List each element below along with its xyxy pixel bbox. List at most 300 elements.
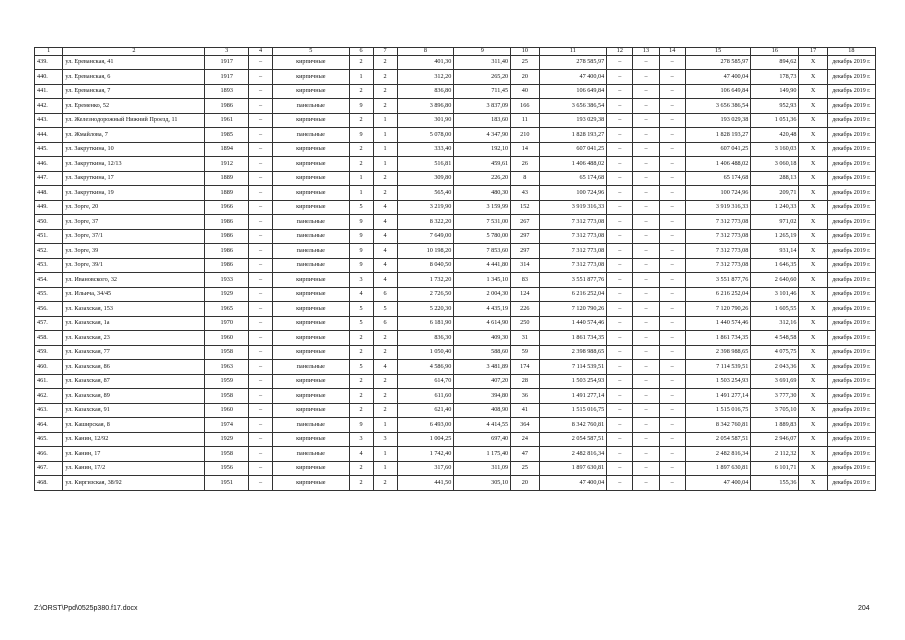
table-cell: – bbox=[607, 70, 633, 85]
table-cell: 565,40 bbox=[397, 186, 454, 201]
table-cell: 1 051,36 bbox=[751, 113, 799, 128]
table-cell: – bbox=[249, 331, 273, 346]
table-cell: 2 bbox=[349, 403, 373, 418]
table-cell: 7 120 790,26 bbox=[685, 302, 751, 317]
table-cell: – bbox=[249, 244, 273, 259]
table-cell: Х bbox=[799, 273, 827, 288]
table-cell: 28 bbox=[511, 374, 539, 389]
table-cell: 2 bbox=[349, 389, 373, 404]
table-cell: панельные bbox=[273, 258, 349, 273]
table-cell: – bbox=[607, 447, 633, 462]
table-cell: ул. Канин, 17/2 bbox=[63, 461, 205, 476]
page-number: 204 bbox=[858, 605, 870, 612]
table-cell: 155,36 bbox=[751, 476, 799, 491]
table-cell: 210 bbox=[511, 128, 539, 143]
table-cell: 931,14 bbox=[751, 244, 799, 259]
column-number-cell: 9 bbox=[454, 48, 511, 56]
table-cell: кирпичные bbox=[273, 316, 349, 331]
table-cell: кирпичные bbox=[273, 476, 349, 491]
column-number-cell: 6 bbox=[349, 48, 373, 56]
table-cell: 14 bbox=[511, 142, 539, 157]
table-cell: 4 435,19 bbox=[454, 302, 511, 317]
table-cell: кирпичные bbox=[273, 403, 349, 418]
table-cell: – bbox=[249, 229, 273, 244]
table-cell: 461. bbox=[35, 374, 63, 389]
table-cell: – bbox=[633, 331, 659, 346]
table-cell: – bbox=[659, 331, 685, 346]
table-row bbox=[35, 316, 876, 331]
table-cell: 2 bbox=[373, 389, 397, 404]
table-cell: 2 482 816,34 bbox=[685, 447, 751, 462]
table-cell: – bbox=[659, 157, 685, 172]
table-cell: 1 861 734,35 bbox=[685, 331, 751, 346]
table-row bbox=[35, 418, 876, 433]
table-cell: 451. bbox=[35, 229, 63, 244]
table-cell: 409,30 bbox=[454, 331, 511, 346]
table-cell: – bbox=[633, 345, 659, 360]
table-cell: декабрь 2019 г. bbox=[827, 389, 875, 404]
table-cell: 7 312 773,08 bbox=[685, 244, 751, 259]
table-cell: ул. Ереванская, 7 bbox=[63, 84, 205, 99]
table-cell: – bbox=[633, 287, 659, 302]
table-cell: 7 114 539,51 bbox=[685, 360, 751, 375]
table-cell: 441,50 bbox=[397, 476, 454, 491]
table-cell: – bbox=[633, 273, 659, 288]
table-cell: 2 bbox=[349, 461, 373, 476]
table-cell: 311,40 bbox=[454, 55, 511, 70]
table-cell: – bbox=[659, 128, 685, 143]
table-row bbox=[35, 244, 876, 259]
table-cell: 8 342 760,81 bbox=[685, 418, 751, 433]
table-cell: 31 bbox=[511, 331, 539, 346]
table-cell: декабрь 2019 г. bbox=[827, 84, 875, 99]
table-cell: 1 440 574,46 bbox=[685, 316, 751, 331]
table-cell: 1 bbox=[373, 447, 397, 462]
table-cell: декабрь 2019 г. bbox=[827, 258, 875, 273]
table-cell: ул. Закруткина, 17 bbox=[63, 171, 205, 186]
table-cell: 1 bbox=[373, 418, 397, 433]
table-cell: кирпичные bbox=[273, 186, 349, 201]
table-cell: 7 312 773,08 bbox=[685, 215, 751, 230]
table-cell: ул. Ильича, 34/45 bbox=[63, 287, 205, 302]
table-cell: – bbox=[249, 157, 273, 172]
table-cell: ул. Казахская, 87 bbox=[63, 374, 205, 389]
table-row bbox=[35, 432, 876, 447]
table-cell: – bbox=[633, 374, 659, 389]
table-cell: 3 919 316,33 bbox=[685, 200, 751, 215]
table-cell: декабрь 2019 г. bbox=[827, 70, 875, 85]
table-cell: 226,20 bbox=[454, 171, 511, 186]
table-cell: 149,90 bbox=[751, 84, 799, 99]
table-cell: – bbox=[659, 200, 685, 215]
table-cell: 2 bbox=[349, 113, 373, 128]
table-cell: 2 946,07 bbox=[751, 432, 799, 447]
table-cell: 2 bbox=[349, 476, 373, 491]
table-cell: 26 bbox=[511, 157, 539, 172]
table-cell: – bbox=[659, 418, 685, 433]
table-cell: – bbox=[249, 287, 273, 302]
table-cell: декабрь 2019 г. bbox=[827, 345, 875, 360]
table-cell: 1 bbox=[373, 142, 397, 157]
table-cell: 9 bbox=[349, 215, 373, 230]
table-cell: – bbox=[249, 70, 273, 85]
table-cell: – bbox=[249, 360, 273, 375]
table-cell: 459,61 bbox=[454, 157, 511, 172]
table-cell: панельные bbox=[273, 418, 349, 433]
table-cell: ул. Каширская, 8 bbox=[63, 418, 205, 433]
table-cell: 1889 bbox=[205, 186, 249, 201]
table-cell: 443. bbox=[35, 113, 63, 128]
table-cell: 1933 bbox=[205, 273, 249, 288]
column-number-cell: 8 bbox=[397, 48, 454, 56]
table-cell: 1 bbox=[373, 113, 397, 128]
table-cell: 1 861 734,35 bbox=[539, 331, 607, 346]
table-cell: 7 312 773,08 bbox=[539, 215, 607, 230]
table-cell: 8 bbox=[511, 171, 539, 186]
table-cell: 697,40 bbox=[454, 432, 511, 447]
footer-file-path: Z:\ORST\Ppd\0525p380.f17.docx bbox=[34, 605, 138, 612]
table-cell: 250 bbox=[511, 316, 539, 331]
table-cell: – bbox=[659, 55, 685, 70]
table-row bbox=[35, 287, 876, 302]
table-cell: 1960 bbox=[205, 331, 249, 346]
table-cell: 1960 bbox=[205, 403, 249, 418]
table-cell: 7 312 773,08 bbox=[539, 258, 607, 273]
table-cell: 47 400,04 bbox=[685, 476, 751, 491]
table-cell: декабрь 2019 г. bbox=[827, 302, 875, 317]
table-cell: 446. bbox=[35, 157, 63, 172]
table-cell: 462. bbox=[35, 389, 63, 404]
table-cell: 454. bbox=[35, 273, 63, 288]
table-cell: декабрь 2019 г. bbox=[827, 171, 875, 186]
table-cell: 1 897 630,81 bbox=[539, 461, 607, 476]
table-cell: 2 bbox=[373, 403, 397, 418]
table-row bbox=[35, 331, 876, 346]
table-cell: 447. bbox=[35, 171, 63, 186]
table-row bbox=[35, 128, 876, 143]
table-cell: 2 bbox=[373, 70, 397, 85]
table-cell: 459. bbox=[35, 345, 63, 360]
table-cell: Х bbox=[799, 360, 827, 375]
table-cell: – bbox=[659, 461, 685, 476]
table-row bbox=[35, 229, 876, 244]
table-cell: 439. bbox=[35, 55, 63, 70]
table-cell: 152 bbox=[511, 200, 539, 215]
table-cell: – bbox=[633, 229, 659, 244]
table-cell: ул. Жмайлова, 7 bbox=[63, 128, 205, 143]
table-cell: декабрь 2019 г. bbox=[827, 447, 875, 462]
table-cell: 1 491 277,14 bbox=[539, 389, 607, 404]
table-cell: 6 493,00 bbox=[397, 418, 454, 433]
table-cell: – bbox=[249, 476, 273, 491]
table-cell: 836,30 bbox=[397, 331, 454, 346]
table-cell: 2 bbox=[349, 157, 373, 172]
table-cell: 1963 bbox=[205, 360, 249, 375]
table-cell: 3 219,90 bbox=[397, 200, 454, 215]
table-cell: 11 bbox=[511, 113, 539, 128]
table-cell: 59 bbox=[511, 345, 539, 360]
table-cell: ул. Зорге, 39/1 bbox=[63, 258, 205, 273]
table-cell: 193 029,38 bbox=[685, 113, 751, 128]
table-row bbox=[35, 113, 876, 128]
table-cell: 2 398 988,65 bbox=[539, 345, 607, 360]
table-cell: – bbox=[607, 331, 633, 346]
table-row bbox=[35, 99, 876, 114]
table-cell: 1 bbox=[373, 157, 397, 172]
table-cell: – bbox=[659, 273, 685, 288]
table-cell: – bbox=[633, 142, 659, 157]
table-cell: 516,81 bbox=[397, 157, 454, 172]
column-number-cell: 17 bbox=[799, 48, 827, 56]
table-cell: 1986 bbox=[205, 99, 249, 114]
table-cell: – bbox=[633, 432, 659, 447]
table-cell: ул. Ереванская, 41 bbox=[63, 55, 205, 70]
table-cell: 464. bbox=[35, 418, 63, 433]
table-cell: – bbox=[633, 215, 659, 230]
table-cell: 3 896,80 bbox=[397, 99, 454, 114]
table-cell: 4 414,55 bbox=[454, 418, 511, 433]
table-cell: панельные bbox=[273, 99, 349, 114]
table-cell: 5 bbox=[349, 200, 373, 215]
table-cell: 2 bbox=[349, 331, 373, 346]
table-cell: кирпичные bbox=[273, 287, 349, 302]
table-cell: 6 216 252,04 bbox=[685, 287, 751, 302]
table-cell: – bbox=[659, 70, 685, 85]
table-cell: 441. bbox=[35, 84, 63, 99]
table-row bbox=[35, 84, 876, 99]
table-cell: 8 040,50 bbox=[397, 258, 454, 273]
table-cell: – bbox=[633, 447, 659, 462]
table-cell: 1961 bbox=[205, 113, 249, 128]
table-cell: декабрь 2019 г. bbox=[827, 128, 875, 143]
table-cell: 3 160,03 bbox=[751, 142, 799, 157]
table-cell: 952,93 bbox=[751, 99, 799, 114]
table-cell: – bbox=[607, 273, 633, 288]
table-cell: 611,60 bbox=[397, 389, 454, 404]
table-cell: – bbox=[607, 461, 633, 476]
table-cell: 1 646,35 bbox=[751, 258, 799, 273]
table-cell: декабрь 2019 г. bbox=[827, 244, 875, 259]
table-row bbox=[35, 70, 876, 85]
table-cell: кирпичные bbox=[273, 461, 349, 476]
table-cell: 1893 bbox=[205, 84, 249, 99]
table-cell: 7 312 773,08 bbox=[685, 229, 751, 244]
table-cell: 9 bbox=[349, 99, 373, 114]
table-cell: 174 bbox=[511, 360, 539, 375]
table-cell: 2 bbox=[373, 186, 397, 201]
registry-table bbox=[34, 47, 876, 491]
table-cell: панельные bbox=[273, 360, 349, 375]
table-cell: – bbox=[659, 113, 685, 128]
table-cell: – bbox=[633, 461, 659, 476]
table-cell: 468. bbox=[35, 476, 63, 491]
table-cell: – bbox=[633, 99, 659, 114]
table-cell: декабрь 2019 г. bbox=[827, 316, 875, 331]
column-number-cell: 18 bbox=[827, 48, 875, 56]
table-cell: – bbox=[249, 418, 273, 433]
table-cell: 40 bbox=[511, 84, 539, 99]
table-cell: 5 220,30 bbox=[397, 302, 454, 317]
table-cell: – bbox=[633, 157, 659, 172]
table-cell: декабрь 2019 г. bbox=[827, 142, 875, 157]
table-cell: 1986 bbox=[205, 229, 249, 244]
table-cell: – bbox=[633, 258, 659, 273]
table-cell: 9 bbox=[349, 128, 373, 143]
table-cell: 288,13 bbox=[751, 171, 799, 186]
table-cell: 1 bbox=[349, 70, 373, 85]
table-cell: декабрь 2019 г. bbox=[827, 186, 875, 201]
table-cell: – bbox=[633, 244, 659, 259]
table-cell: 1 bbox=[373, 461, 397, 476]
table-cell: 1965 bbox=[205, 302, 249, 317]
table-cell: 1986 bbox=[205, 244, 249, 259]
table-cell: Х bbox=[799, 99, 827, 114]
table-cell: 2 482 816,34 bbox=[539, 447, 607, 462]
table-cell: Х bbox=[799, 287, 827, 302]
table-cell: 4 bbox=[349, 447, 373, 462]
table-cell: – bbox=[659, 389, 685, 404]
table-cell: 3 551 877,76 bbox=[685, 273, 751, 288]
table-cell: декабрь 2019 г. bbox=[827, 200, 875, 215]
table-cell: декабрь 2019 г. bbox=[827, 432, 875, 447]
table-cell: 2 bbox=[349, 345, 373, 360]
table-cell: 2 bbox=[373, 99, 397, 114]
table-cell: 2 112,32 bbox=[751, 447, 799, 462]
table-cell: – bbox=[633, 186, 659, 201]
registry-table-sheet bbox=[34, 47, 876, 491]
table-cell: 8 342 760,81 bbox=[539, 418, 607, 433]
table-cell: 2 004,30 bbox=[454, 287, 511, 302]
table-cell: 4 bbox=[373, 258, 397, 273]
table-cell: Х bbox=[799, 84, 827, 99]
table-cell: декабрь 2019 г. bbox=[827, 374, 875, 389]
table-cell: – bbox=[607, 432, 633, 447]
table-cell: 314 bbox=[511, 258, 539, 273]
table-cell: 1929 bbox=[205, 287, 249, 302]
table-cell: 25 bbox=[511, 55, 539, 70]
table-cell: – bbox=[249, 461, 273, 476]
table-cell: 193 029,38 bbox=[539, 113, 607, 128]
table-cell: 1985 bbox=[205, 128, 249, 143]
table-cell: 607 041,25 bbox=[539, 142, 607, 157]
table-row bbox=[35, 389, 876, 404]
table-cell: – bbox=[633, 360, 659, 375]
table-cell: кирпичные bbox=[273, 331, 349, 346]
table-cell: Х bbox=[799, 171, 827, 186]
table-cell: 1929 bbox=[205, 432, 249, 447]
table-cell: 364 bbox=[511, 418, 539, 433]
table-cell: 9 bbox=[349, 258, 373, 273]
table-cell: – bbox=[249, 432, 273, 447]
table-cell: 20 bbox=[511, 476, 539, 491]
table-cell: – bbox=[607, 55, 633, 70]
table-cell: – bbox=[249, 258, 273, 273]
table-cell: 1986 bbox=[205, 215, 249, 230]
table-cell: 1 175,40 bbox=[454, 447, 511, 462]
table-cell: 305,10 bbox=[454, 476, 511, 491]
table-cell: 3 656 386,54 bbox=[685, 99, 751, 114]
table-cell: декабрь 2019 г. bbox=[827, 99, 875, 114]
table-cell: 3 777,30 bbox=[751, 389, 799, 404]
column-number-cell: 5 bbox=[273, 48, 349, 56]
table-cell: панельные bbox=[273, 215, 349, 230]
table-cell: кирпичные bbox=[273, 302, 349, 317]
table-cell: 166 bbox=[511, 99, 539, 114]
table-cell: 465. bbox=[35, 432, 63, 447]
table-cell: – bbox=[607, 360, 633, 375]
table-cell: 36 bbox=[511, 389, 539, 404]
table-cell: кирпичные bbox=[273, 113, 349, 128]
table-cell: 1959 bbox=[205, 374, 249, 389]
table-cell: Х bbox=[799, 113, 827, 128]
table-cell: 3 837,09 bbox=[454, 99, 511, 114]
table-cell: 100 724,96 bbox=[539, 186, 607, 201]
table-cell: декабрь 2019 г. bbox=[827, 273, 875, 288]
table-cell: 2 bbox=[373, 476, 397, 491]
table-cell: 6 bbox=[373, 287, 397, 302]
table-cell: 3 481,89 bbox=[454, 360, 511, 375]
table-cell: 3 159,99 bbox=[454, 200, 511, 215]
table-row bbox=[35, 55, 876, 70]
table-cell: ул. Канин, 17 bbox=[63, 447, 205, 462]
table-cell: 1 897 630,81 bbox=[685, 461, 751, 476]
table-cell: 1 345,10 bbox=[454, 273, 511, 288]
table-cell: кирпичные bbox=[273, 70, 349, 85]
table-cell: – bbox=[607, 229, 633, 244]
table-cell: – bbox=[633, 171, 659, 186]
table-cell: панельные bbox=[273, 229, 349, 244]
table-row bbox=[35, 142, 876, 157]
table-cell: 3 bbox=[373, 432, 397, 447]
table-cell: 6 101,71 bbox=[751, 461, 799, 476]
table-cell: 25 bbox=[511, 461, 539, 476]
table-cell: – bbox=[633, 70, 659, 85]
table-cell: Х bbox=[799, 418, 827, 433]
table-cell: декабрь 2019 г. bbox=[827, 287, 875, 302]
table-row bbox=[35, 403, 876, 418]
table-cell: 1956 bbox=[205, 461, 249, 476]
table-cell: 209,71 bbox=[751, 186, 799, 201]
table-cell: 2 bbox=[373, 374, 397, 389]
table-cell: ул. Казахская, 153 bbox=[63, 302, 205, 317]
table-cell: 2 054 587,51 bbox=[685, 432, 751, 447]
table-cell: 1986 bbox=[205, 258, 249, 273]
table-cell: кирпичные bbox=[273, 432, 349, 447]
table-row bbox=[35, 186, 876, 201]
table-cell: – bbox=[633, 128, 659, 143]
table-cell: 1 503 254,93 bbox=[685, 374, 751, 389]
table-cell: 1889 bbox=[205, 171, 249, 186]
table-cell: 1 440 574,46 bbox=[539, 316, 607, 331]
table-cell: 4 441,80 bbox=[454, 258, 511, 273]
table-cell: 448. bbox=[35, 186, 63, 201]
table-cell: 711,45 bbox=[454, 84, 511, 99]
table-cell: – bbox=[249, 273, 273, 288]
table-cell: Х bbox=[799, 142, 827, 157]
table-cell: 3 551 877,76 bbox=[539, 273, 607, 288]
table-cell: кирпичные bbox=[273, 84, 349, 99]
table-cell: 9 bbox=[349, 418, 373, 433]
table-cell: Х bbox=[799, 302, 827, 317]
table-cell: 2 043,36 bbox=[751, 360, 799, 375]
table-cell: Х bbox=[799, 447, 827, 462]
table-cell: – bbox=[633, 389, 659, 404]
table-cell: 455. bbox=[35, 287, 63, 302]
table-cell: 1 889,83 bbox=[751, 418, 799, 433]
table-cell: 1966 bbox=[205, 200, 249, 215]
table-cell: – bbox=[607, 171, 633, 186]
column-number-cell: 12 bbox=[607, 48, 633, 56]
